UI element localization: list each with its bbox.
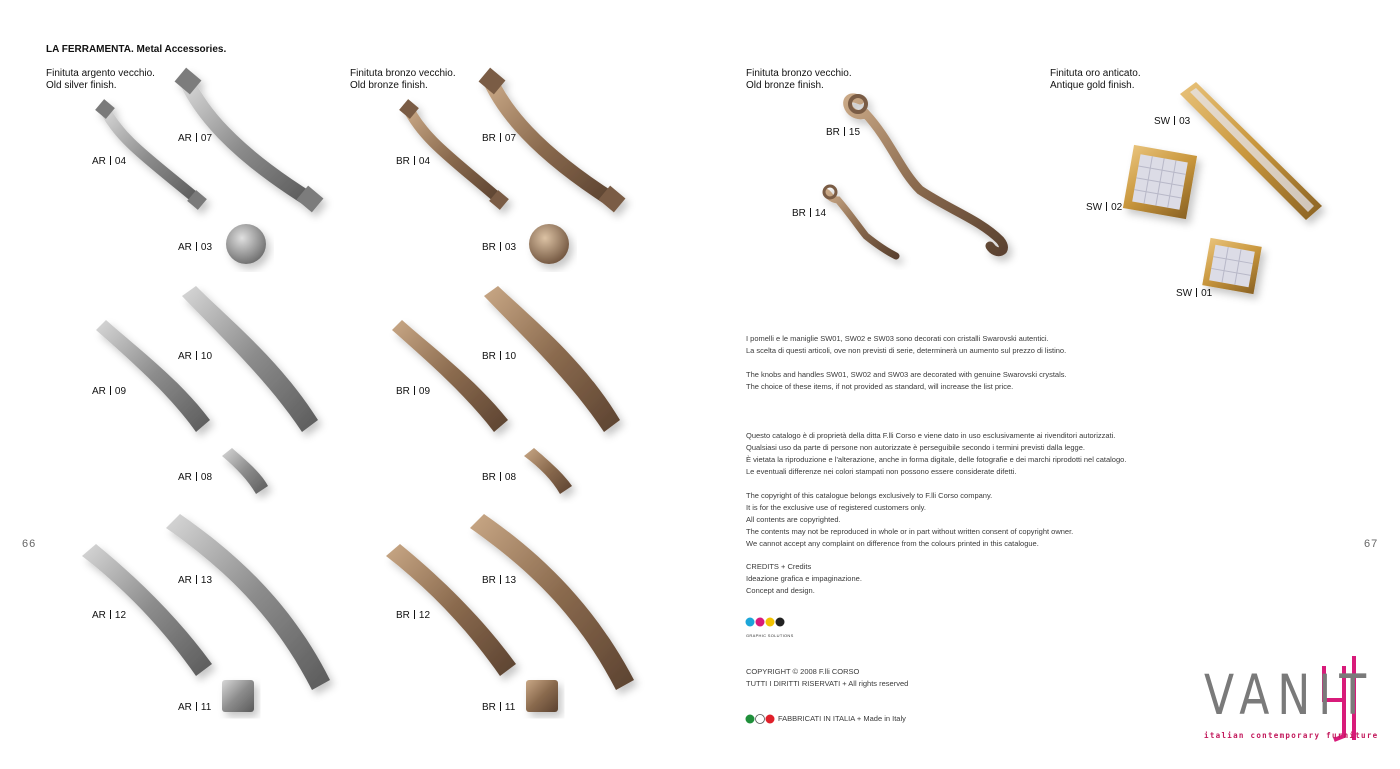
handle-br08: [524, 448, 572, 494]
knob-sw01: [1202, 238, 1262, 294]
column-heading-bronze-right: Finituta bronzo vecchio. Old bronze finish.: [746, 68, 852, 91]
graphic-solutions-logo-icon: [746, 618, 785, 627]
column-heading-silver: Finituta argento vecchio. Old silver finish.: [46, 68, 155, 91]
code-br15: BR 15: [826, 127, 861, 138]
brand-wordmark: VANIT: [1204, 664, 1375, 728]
column-heading-gold: Finituta oro anticato. Antique gold finish.: [1050, 68, 1141, 91]
copyright-notice-it: Questo catalogo è di proprietà della ditta F.lli Corso e viene dato in uso esclusivamente ai rivenditori autorizzati. Qualsiasi uso da parte di persone non autorizzate è perseguibile secondo i termini previsti dalla legge. È vietata la riproduzione e l'alterazione, anche in forma digitale, delle fotografie e dei marchi riprodotti nel catalogo. Le eventuali differenze nei colori stampati non possono essere considerate difetti.: [746, 431, 1127, 476]
italy-flag-icon: [746, 715, 775, 724]
code-ar13: AR 13: [178, 575, 213, 586]
code-ar08: AR 08: [178, 472, 213, 483]
code-br04: BR 04: [396, 156, 431, 167]
code-sw02: SW 02: [1086, 202, 1123, 213]
handle-br09: [392, 320, 508, 432]
page-number-left: 66: [22, 538, 37, 550]
knob-br11: [526, 680, 558, 712]
code-br14: BR 14: [792, 208, 827, 219]
code-ar07: AR 07: [178, 133, 213, 144]
handle-br14: [824, 186, 896, 256]
handle-br15: [848, 96, 1004, 252]
code-ar10: AR 10: [178, 351, 213, 362]
code-br08: BR 08: [482, 472, 517, 483]
handle-ar09: [96, 320, 213, 432]
brand-tagline: italian contemporary furniture: [1204, 731, 1379, 740]
code-ar04: AR 04: [92, 156, 127, 167]
code-br12: BR 12: [396, 610, 431, 621]
knob-sw02: [1123, 145, 1197, 219]
credits: CREDITS + Credits Ideazione grafica e impaginazione. Concept and design.: [746, 562, 862, 595]
code-ar12: AR 12: [92, 610, 127, 621]
code-br10: BR 10: [482, 351, 517, 362]
graphic-solutions-caption: GRAPHIC SOLUTIONS: [746, 633, 794, 638]
code-sw01: SW 01: [1176, 288, 1213, 299]
code-br03: BR 03: [482, 242, 517, 253]
code-ar11: AR 11: [178, 702, 212, 713]
code-sw03: SW 03: [1154, 116, 1191, 127]
code-br09: BR 09: [396, 386, 431, 397]
copyright-notice-en: The copyright of this catalogue belongs exclusively to F.lli Corso company. It is for the exclusive use of registered customers only. All contents are copyrighted. The contents may not be reproduced in whole or in part without written consent of copyright owner. We cannot accept any complaint on difference from the colours printed in this catalogue.: [746, 491, 1074, 548]
handle-ar04: [95, 99, 207, 210]
code-br11: BR 11: [482, 702, 516, 713]
column-heading-bronze-left: Finituta bronzo vecchio. Old bronze finish.: [350, 68, 456, 91]
section-title: LA FERRAMENTA. Metal Accessories.: [46, 44, 227, 55]
made-in-italy: FABBRICATI IN ITALIA + Made in Italy: [778, 714, 906, 723]
handle-ar08: [222, 448, 268, 494]
knob-br03: [529, 224, 569, 264]
handle-sw03: [1180, 82, 1322, 220]
swarovski-note: I pomelli e le maniglie SW01, SW02 e SW03 sono decorati con cristalli Swarovski autentici. La scelta di questi articoli, ove non previsti di serie, determinerà un aumento sul prezzo di listino. The knobs and handles SW01, SW02 and SW03 are decorated with genuine Swarovski crystals. The choice of these items, if not provided as standard, will increase the list price.: [746, 334, 1067, 391]
code-br07: BR 07: [482, 133, 517, 144]
code-br13: BR 13: [482, 575, 517, 586]
copyright-footer: COPYRIGHT © 2008 F.lli CORSO TUTTI I DIRITTI RISERVATI + All rights reserved: [746, 667, 909, 688]
code-ar09: AR 09: [92, 386, 127, 397]
knob-ar03: [226, 224, 266, 264]
handle-br04: [399, 99, 509, 210]
knob-ar11: [222, 680, 254, 712]
page-number-right: 67: [1364, 538, 1379, 550]
code-ar03: AR 03: [178, 242, 213, 253]
